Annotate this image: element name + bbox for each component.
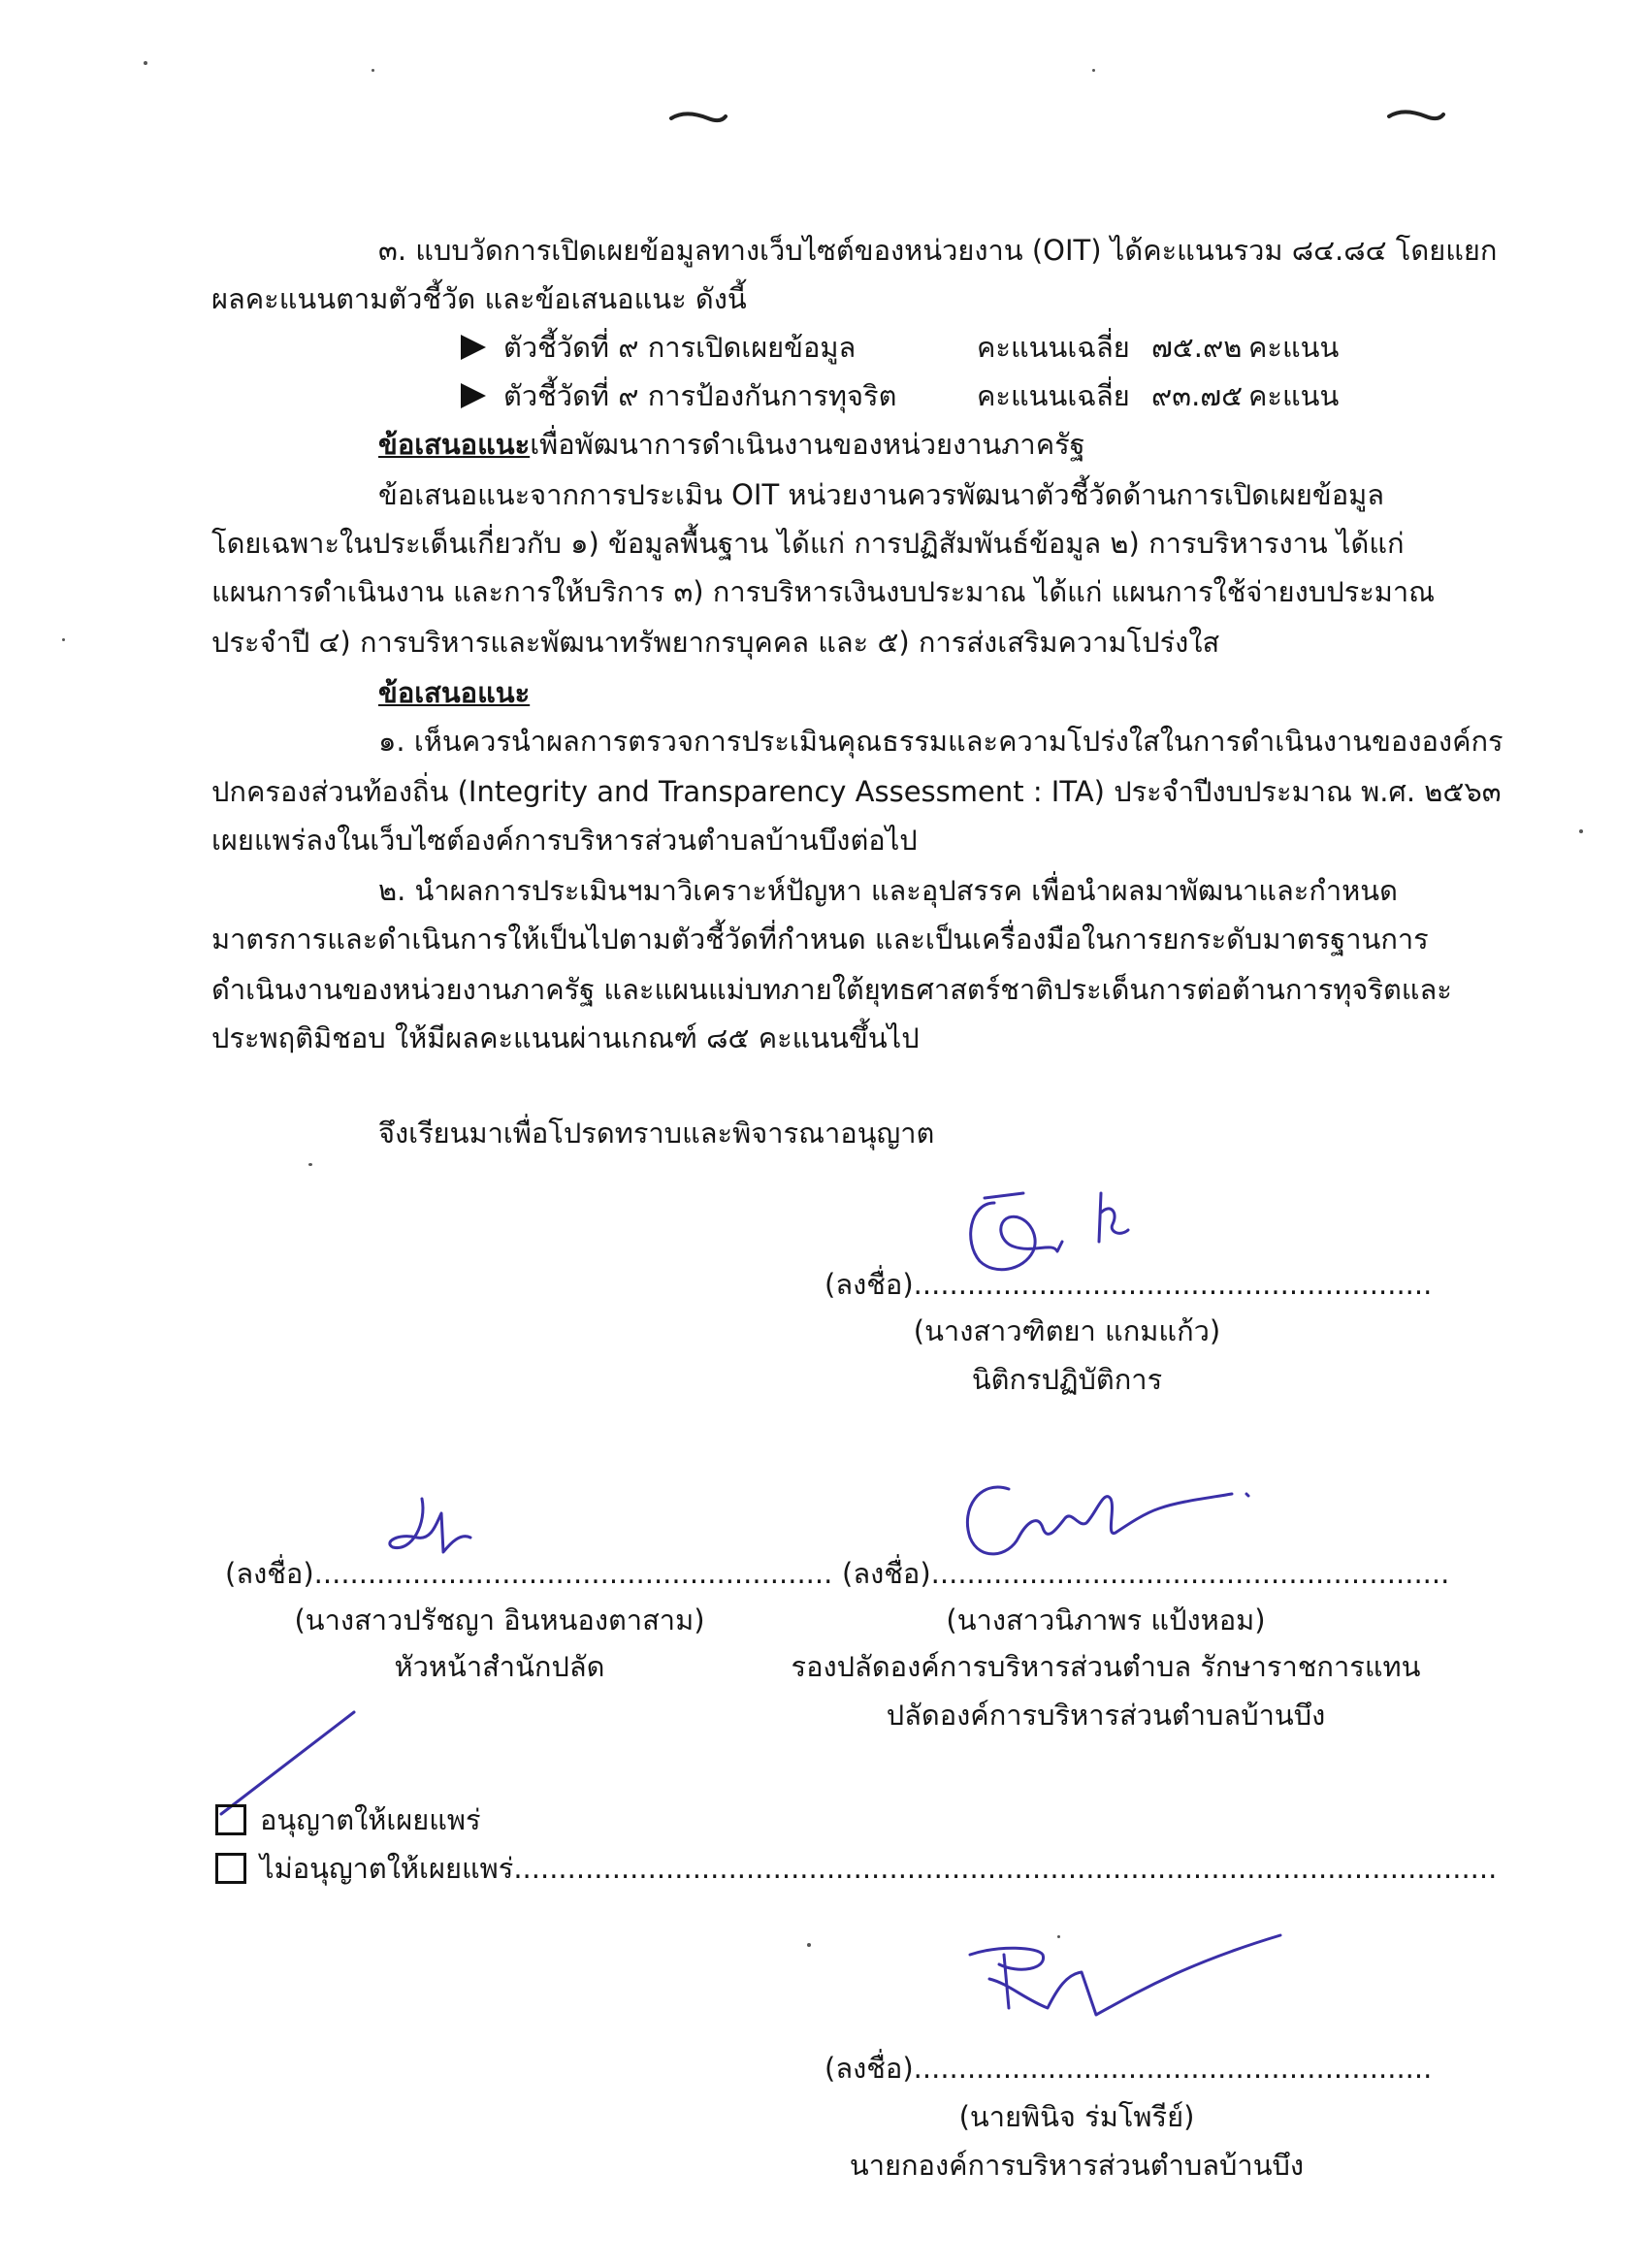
suggestion-heading-2: ข้อเสนอแนะ xyxy=(378,676,531,709)
indicator-unit: คะแนน xyxy=(1248,379,1340,412)
item2-line: ดำเนินงานของหน่วยงานภาครัฐ และแผนแม่บทภายใต้ยุทธศาสตร์ชาติประเด็นการต่อต้านการทุจริตและ xyxy=(211,973,1452,1006)
officer-position: นิติกรปฏิบัติการ xyxy=(971,1363,1163,1396)
section3-line2: ผลคะแนนตามตัวชี้วัด และข้อเสนอแนะ ดังนี้ xyxy=(211,282,747,315)
mayor-sign-line: (ลงชื่อ).......................................................... xyxy=(824,2052,1433,2085)
head-sign-line: (ลงชื่อ).......................................................... xyxy=(225,1557,833,1590)
indicator-row xyxy=(461,323,856,372)
scan-speck xyxy=(62,638,65,641)
indicator-name: ตัวชี้วัดที่ ๙ การเปิดเผยข้อมูล xyxy=(503,331,857,364)
indicator-score-label: คะแนนเฉลี่ย xyxy=(977,379,1130,412)
item1-line: ปกครองส่วนท้องถิ่น (Integrity and Transparency Assessment : ITA) ประจำปีงบประมาณ พ.ศ. ๒๕๖๓ xyxy=(211,775,1502,808)
suggestion-heading-rest: เพื่อพัฒนาการดำเนินงานของหน่วยงานภาครัฐ xyxy=(530,428,1085,461)
deputy-position-2: ปลัดองค์การบริหารส่วนตำบลบ้านบึง xyxy=(886,1699,1326,1732)
deny-label: ไม่อนุญาตให้เผยแพร่.............................................................................................................. xyxy=(260,1852,1498,1885)
head-name: (นางสาวปรัชญา อินหนองตาสาม) xyxy=(294,1604,705,1636)
approval-deny xyxy=(215,1844,1497,1893)
arrow-bullet-icon xyxy=(461,335,486,360)
scan-speck xyxy=(807,1943,811,1947)
indicator-name: ตัวชี้วัดที่ ๙ การป้องกันการทุจริต xyxy=(503,379,897,412)
deputy-sign-line: (ลงชื่อ).......................................................... xyxy=(842,1557,1450,1590)
mayor-signature xyxy=(960,1926,1290,2042)
suggestion-para-line: ประจำปี ๔) การบริหารและพัฒนาทรัพยากรบุคคล และ ๕) การส่งเสริมความโปร่งใส xyxy=(211,626,1220,659)
scan-speck xyxy=(372,69,374,72)
item2-line: ประพฤติมิชอบ ให้มีผลคะแนนผ่านเกณฑ์ ๘๕ คะแนนขึ้นไป xyxy=(211,1021,920,1054)
suggestion-para-line: ข้อเสนอแนะจากการประเมิน OIT หน่วยงานควรพัฒนาตัวชี้วัดด้านการเปิดเผยข้อมูล xyxy=(378,478,1385,511)
item1-line: เผยแพร่ลงในเว็บไซต์องค์การบริหารส่วนตำบลบ้านบึงต่อไป xyxy=(211,824,918,857)
punch-hole-mark-left xyxy=(669,107,728,130)
officer-sign-line: (ลงชื่อ).......................................................... xyxy=(824,1268,1433,1301)
indicator-row xyxy=(461,372,896,420)
indicator-score-label: คะแนนเฉลี่ย xyxy=(977,331,1130,364)
head-position: หัวหน้าสำนักปลัด xyxy=(394,1650,605,1683)
suggestion-para-line: แผนการดำเนินงาน และการให้บริการ ๓) การบริหารเงินงบประมาณ ได้แก่ แผนการใช้จ่ายงบประมาณ xyxy=(211,575,1436,608)
allow-label: อนุญาตให้เผยแพร่ xyxy=(260,1803,481,1836)
suggestion-heading xyxy=(378,420,1085,469)
scan-speck xyxy=(144,61,147,65)
scan-speck xyxy=(308,1163,312,1166)
suggestion-para-line: โดยเฉพาะในประเด็นเกี่ยวกับ ๑) ข้อมูลพื้นฐาน ได้แก่ การปฏิสัมพันธ์ข้อมูล ๒) การบริหารงาน ได้แก่ xyxy=(211,527,1405,560)
deny-checkbox[interactable] xyxy=(215,1853,246,1884)
suggestion-heading-underlined: ข้อเสนอแนะ xyxy=(378,428,531,461)
indicator-score: ๙๓.๗๕ xyxy=(1151,379,1244,412)
deputy-name: (นางสาวนิภาพร แป้งหอม) xyxy=(946,1604,1266,1636)
approval-allow xyxy=(215,1796,481,1844)
closing-sentence: จึงเรียนมาเพื่อโปรดทราบและพิจารณาอนุญาต xyxy=(378,1117,935,1150)
scan-speck xyxy=(1092,69,1095,72)
item2-line: มาตรการและดำเนินการให้เป็นไปตามตัวชี้วัดที่กำหนด และเป็นเครื่องมือในการยกระดับมาตรฐานการ xyxy=(211,923,1429,956)
punch-hole-mark-right xyxy=(1387,105,1445,128)
indicator-unit: คะแนน xyxy=(1248,331,1340,364)
indicator-score: ๗๕.๙๒ xyxy=(1151,331,1243,364)
mayor-position: นายกองค์การบริหารส่วนตำบลบ้านบึง xyxy=(849,2149,1305,2182)
section3-line1: ๓. แบบวัดการเปิดเผยข้อมูลทางเว็บไซต์ของหน่วยงาน (OIT) ได้คะแนนรวม ๘๔.๘๔ โดยแยก xyxy=(378,234,1498,267)
officer-name: (นางสาวฑิตยา แกมแก้ว) xyxy=(913,1314,1221,1347)
allow-checkbox[interactable] xyxy=(215,1804,246,1835)
item1-line: ๑. เห็นควรนำผลการตรวจการประเมินคุณธรรมและความโปร่งใสในการดำเนินงานขององค์กร xyxy=(378,725,1504,758)
item2-line: ๒. นำผลการประเมินฯมาวิเคราะห์ปัญหา และอุปสรรค เพื่อนำผลมาพัฒนาและกำหนด xyxy=(378,874,1398,907)
deputy-position: รองปลัดองค์การบริหารส่วนตำบล รักษาราชการแทน xyxy=(791,1650,1421,1683)
arrow-bullet-icon xyxy=(461,383,486,408)
mayor-name: (นายพินิจ ร่มโพรีย์) xyxy=(958,2100,1195,2133)
scan-speck xyxy=(1579,829,1583,833)
